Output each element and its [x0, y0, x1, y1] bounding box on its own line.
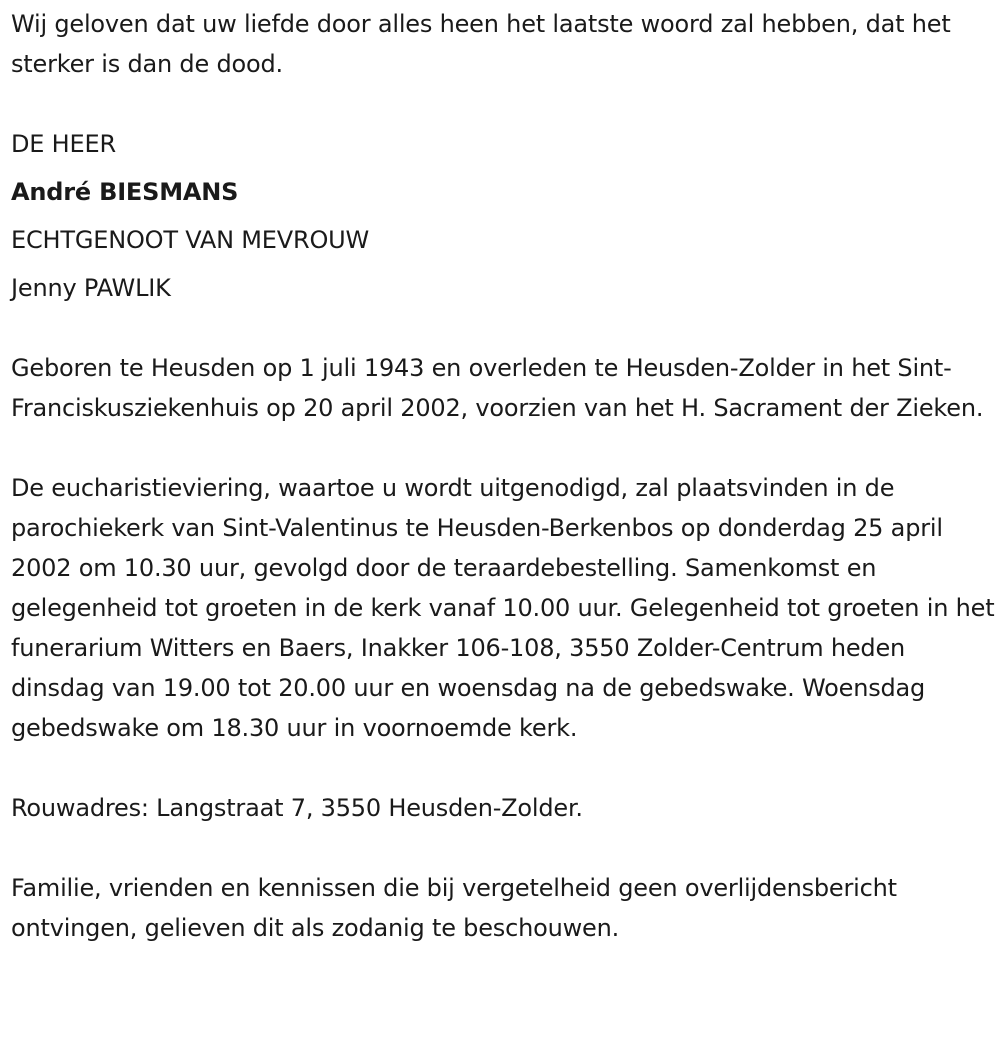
spacer [11, 428, 996, 468]
spacer [11, 84, 996, 124]
spacer [11, 308, 996, 348]
closing-paragraph: Familie, vrienden en kennissen die bij vergetelheid geen overlijdensbericht ontvingen, gelieven dit als zodanig te beschouwen. [11, 874, 897, 942]
spouse-name: Jenny PAWLIK [11, 274, 171, 302]
relation-label: ECHTGENOOT VAN MEVROUW [11, 226, 370, 254]
deceased-name-block [11, 120, 996, 312]
spacer [11, 748, 996, 788]
deceased-name: André BIESMANS [11, 178, 239, 206]
birth-death-paragraph: Geboren te Heusden op 1 juli 1943 en overleden te Heusden-Zolder in het Sint-Franciskusziekenhuis op 20 april 2002, voorzien van het H. Sacrament der Zieken. [11, 354, 984, 422]
mourning-address: Rouwadres: Langstraat 7, 3550 Heusden-Zolder. [11, 794, 583, 822]
spacer [11, 828, 996, 868]
obituary-notice [11, 4, 996, 948]
ceremony-paragraph: De eucharistieviering, waartoe u wordt uitgenodigd, zal plaatsvinden in de parochiekerk van Sint-Valentinus te Heusden-Berkenbos op donderdag 25 april 2002 om 10.30 uur, gevolgd door de teraardebestelling. Samenkomst en gelegenheid tot groeten in de kerk vanaf 10.00 uur. Gelegenheid tot groeten in het funerarium Witters en Baers, Inakker 106-108, 3550 Zolder-Centrum heden dinsdag van 19.00 tot 20.00 uur en woensdag na de gebedswake. Woensdag gebedswake om 18.30 uur in voornoemde kerk. [11, 474, 995, 742]
opening-quote: Wij geloven dat uw liefde door alles heen het laatste woord zal hebben, dat het sterker is dan de dood. [11, 10, 951, 78]
honorific-title: DE HEER [11, 130, 116, 158]
